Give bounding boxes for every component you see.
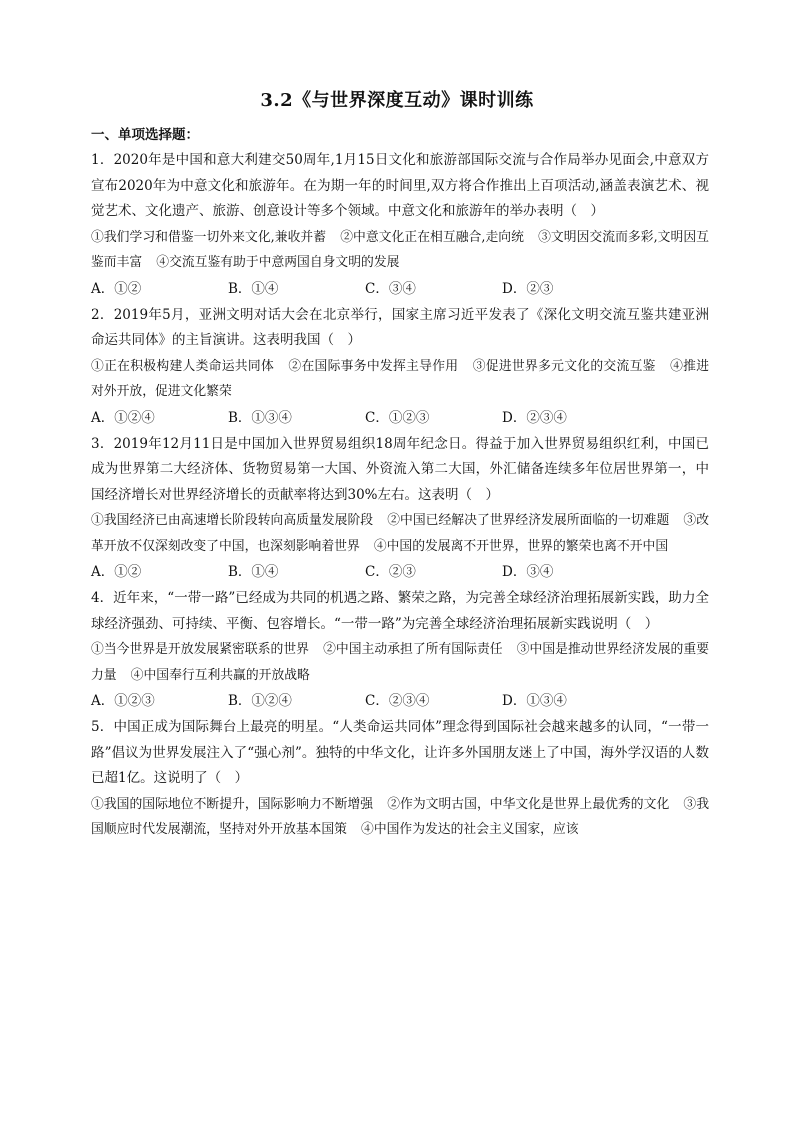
option-d: D．③④ — [502, 564, 554, 580]
question-stem: 1．2020年是中国和意大利建交50周年,1月15日文化和旅游部国际交流与合作局举办见面会,中意双方宣布2020年为中意文化和旅游年。在为期一年的时间里,双方将合作推出上百项活动,涵盖表演艺术、视觉艺术、文化遗产、旅游、创意设计等多个领域。中意文化和旅游年的举办表明（ ） — [91, 152, 709, 219]
option-c: C．③④ — [365, 280, 416, 297]
statement: ②中国已经解决了世界经济发展所面临的一切难题 — [387, 513, 670, 528]
question-stem: 3．2019年12月11日是中国加入世界贸易组织18周年纪念日。得益于加入世界贸易组织红利，中国已成为世界第二大经济体、货物贸易第一大国、外资流入第二大国，外汇储备连续多年位居世界第一，中国经济增长对世界经济增长的贡献率将达到30%左右。这表明（ ） — [91, 435, 709, 503]
question-2 — [91, 303, 709, 431]
question-stem: 4．近年来，“一带一路”已经成为共同的机遇之路、繁荣之路，为完善全球经济治理拓展新实践，助力全球经济强劲、可持续、平衡、包容增长。“一带一路”为完善全球经济治理拓展新实践说明（ ） — [91, 590, 709, 632]
statement: ②中国主动承担了所有国际责任 — [323, 642, 503, 657]
option-c: C．①②③ — [365, 409, 430, 426]
statement: ③文明因交流而多彩,文明因互鉴而丰富 — [91, 229, 709, 270]
statement: ②作为文明古国，中华文化是世界上最优秀的文化 — [387, 796, 670, 812]
question-statements — [91, 508, 709, 559]
statement: ④中国奉行互利共赢的开放战略 — [130, 667, 310, 683]
question-stem: 5．中国正成为国际舞台上最亮的明星。“人类命运共同体”理念得到国际社会越来越多的认同，“一带一路”倡议为世界发展注入了“强心剂”。独特的中华文化，让许多外国朋友迷上了中国，海外学汉语的人数已超1亿。这说明了（ ） — [91, 719, 709, 786]
document-title: 3.2《与世界深度互动》课时训练 — [260, 90, 534, 111]
option-c: C．②③④ — [365, 693, 430, 709]
option-b: B．①②④ — [228, 693, 292, 709]
option-b: B．①④ — [228, 564, 279, 580]
option-a: A．①② — [91, 564, 142, 580]
question-statements — [91, 637, 709, 688]
statement: ①当今世界是开放发展紧密联系的世界 — [91, 642, 309, 657]
question-stem: 2．2019年5月，亚洲文明对话大会在北京举行，国家主席习近平发表了《深化文明交流互鉴共建亚洲命运共同体》的主旨演讲。这表明我国（ ） — [91, 306, 709, 348]
statement: ④推进对外开放，促进文化繁荣 — [91, 358, 710, 399]
question-options — [91, 559, 709, 585]
statement: ③我国顺应时代发展潮流，坚持对外开放基本国策 — [91, 796, 709, 837]
question-statements — [91, 354, 709, 405]
question-1 — [91, 148, 709, 302]
section-heading: 一、单项选择题： — [91, 127, 199, 143]
question-5 — [91, 715, 709, 843]
document-content — [91, 124, 709, 843]
option-d: D．①③④ — [502, 693, 567, 709]
question-statements — [91, 792, 709, 843]
question-statements — [91, 225, 709, 276]
option-c: C．②③ — [365, 564, 416, 580]
statement: ③改革开放不仅深刻改变了中国，也深刻影响着世界 — [91, 513, 709, 554]
question-3 — [91, 432, 709, 586]
option-d: D．②③④ — [502, 409, 567, 426]
option-b: B．①③④ — [228, 409, 292, 426]
statement: ①我国经济已由高速增长阶段转向高质量发展阶段 — [91, 513, 374, 528]
statement: ①我国的国际地位不断提升，国际影响力不断增强 — [91, 796, 374, 812]
statement: ④中国作为发达的社会主义国家，应该 — [361, 822, 579, 837]
question-options — [91, 276, 709, 302]
statement: ③中国是推动世界经济发展的重要力量 — [91, 642, 709, 683]
statement: ①我们学习和借鉴一切外来文化,兼收并蓄 — [91, 229, 327, 245]
option-a: A．①②④ — [91, 409, 155, 426]
statement: ④交流互鉴有助于中意两国自身文明的发展 — [156, 255, 400, 270]
question-options — [91, 688, 709, 714]
question-options — [91, 405, 709, 431]
statement: ③促进世界多元文化的交流互鉴 — [472, 358, 656, 374]
statement: ①正在积极构建人类命运共同体 — [91, 358, 275, 374]
option-b: B．①④ — [228, 280, 279, 297]
statement: ②在国际事务中发挥主导作用 — [288, 358, 459, 374]
option-d: D．②③ — [502, 280, 554, 297]
option-a: A．①②③ — [91, 693, 155, 709]
option-a: A．①② — [91, 280, 142, 297]
statement: ④中国的发展离不开世界，世界的繁荣也离不开中国 — [373, 538, 669, 554]
question-4 — [91, 586, 709, 714]
statement: ②中意文化正在相互融合,走向统 — [340, 229, 524, 245]
